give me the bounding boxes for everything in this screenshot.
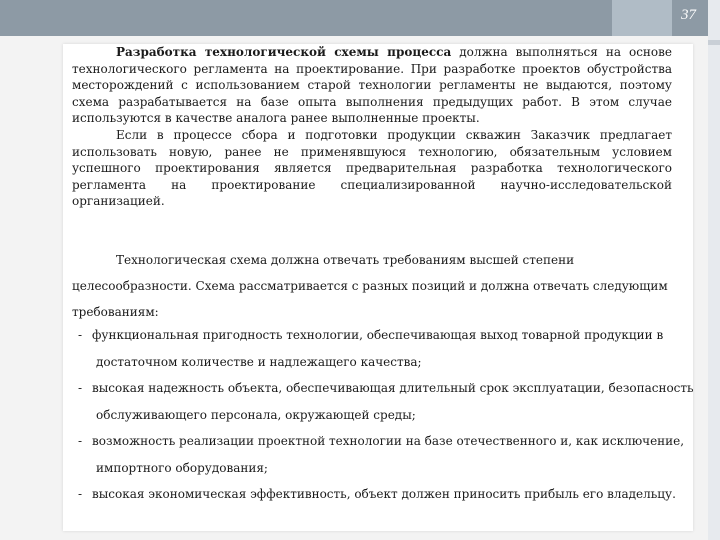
list-item-text: высокая экономическая эффективность, объект должен приносить прибыль его владельцу. bbox=[92, 487, 676, 501]
right-edge-strip bbox=[708, 0, 720, 540]
list-item bbox=[72, 481, 702, 508]
paragraph-requirements-intro: Технологическая схема должна отвечать требованиям высшей степени целесообразности. Схема рассматривается с разных позиций и должна отвечать следующим требованиям: bbox=[72, 253, 668, 319]
list-item-text: функциональная пригодность технологии, обеспечивающая выход товарной продукции в достаточном количестве и надлежащего качества; bbox=[92, 328, 664, 369]
list-dash: - bbox=[78, 381, 83, 395]
bold-lead-phrase: Разработка технологической схемы процесса bbox=[116, 45, 452, 59]
requirements-intro-block bbox=[72, 248, 682, 325]
list-item bbox=[72, 428, 702, 481]
list-dash: - bbox=[78, 434, 83, 448]
intro-text-block bbox=[72, 44, 672, 210]
header-accent bbox=[612, 0, 672, 36]
paragraph1-text: должна выполняться на основе технологического регламента на проектирование. При разработке проектов обустройства месторождений с использованием старой технологии регламенты не выдаются, поэтому схема разрабатывается на базе опыта выполнения предыдущих работ. В этом случае используются в качестве аналога ранее выполненные проекты. bbox=[72, 45, 673, 126]
edge-notch bbox=[708, 40, 720, 45]
list-item-text: возможность реализации проектной технологии на базе отечественного и, как исключение, импортного оборудования; bbox=[92, 434, 685, 475]
header-bar bbox=[0, 0, 708, 36]
list-dash: - bbox=[78, 487, 83, 501]
list-item bbox=[72, 322, 702, 375]
paragraph-new-technology: Если в процессе сбора и подготовки продукции скважин Заказчик предлагает использовать новую, ранее не применявшуюся технологию, обязательным условием успешного проектирования является предварительная разработка технологического регламента на проектирование специализированной научно-исследовательской организацией. bbox=[72, 127, 672, 209]
list-item bbox=[72, 375, 702, 428]
requirements-list bbox=[72, 322, 702, 508]
list-item-text: высокая надежность объекта, обеспечивающая длительный срок эксплуатации, безопасность обслуживающего персонала, окружающей среды; bbox=[92, 381, 694, 422]
paragraph-scheme-development bbox=[72, 44, 672, 127]
page-number: 37 bbox=[681, 7, 696, 23]
list-dash: - bbox=[78, 328, 83, 342]
